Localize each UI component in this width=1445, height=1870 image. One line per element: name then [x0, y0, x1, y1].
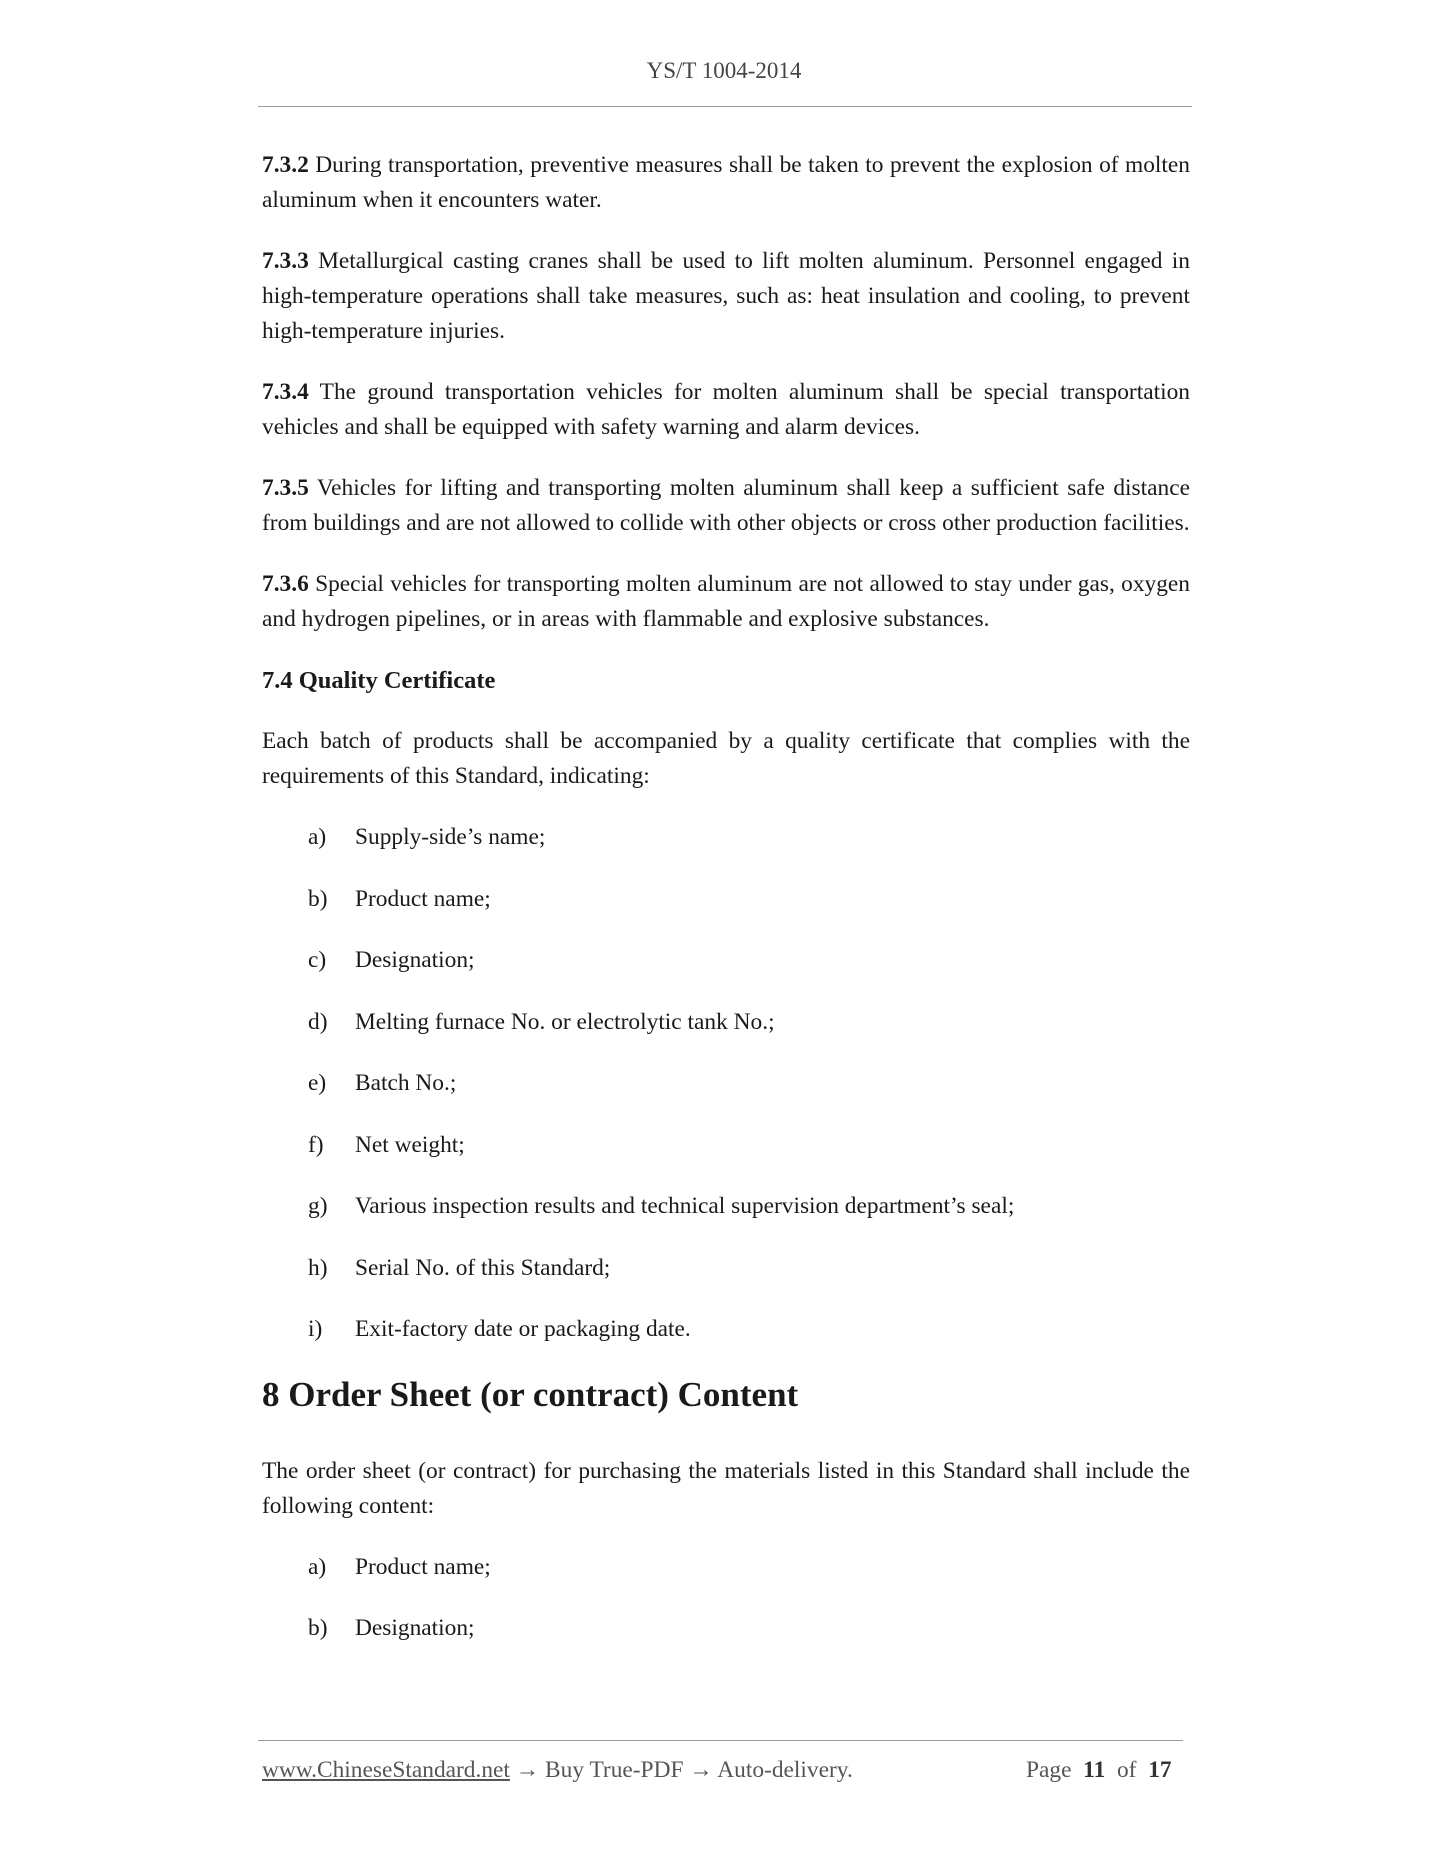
list-item — [262, 1066, 1190, 1101]
clause-text: During transportation, preventive measures shall be taken to prevent the explosion of molten aluminum when it encounters water. — [262, 152, 1190, 213]
list-item-text: Serial No. of this Standard; — [355, 1254, 611, 1281]
list-marker: a) — [308, 1553, 327, 1580]
site-link[interactable]: www.ChineseStandard.net — [262, 1757, 510, 1783]
list-marker: i) — [308, 1316, 323, 1342]
clause-text: The ground transportation vehicles for molten aluminum shall be special transportation vehicles and shall be equipped with safety warning and alarm devices. — [262, 379, 1190, 440]
list-item — [262, 1611, 1190, 1646]
clause-7-3-5 — [262, 471, 1190, 541]
clause-text: Special vehicles for transporting molten aluminum are not allowed to stay under gas, oxygen and hydrogen pipelines, or in areas with flammable and explosive substances. — [262, 571, 1190, 632]
clause-number: 7.3.2 — [262, 152, 309, 178]
list-item — [262, 1005, 1190, 1040]
list-item-text: Product name; — [355, 1553, 491, 1580]
promo-text: → Buy True-PDF → Auto-delivery. — [509, 1757, 853, 1783]
footer-promo — [262, 1757, 853, 1784]
page-label: Page — [1026, 1757, 1072, 1783]
list-item-text: Designation; — [355, 1615, 475, 1641]
footer-divider — [258, 1740, 1183, 1741]
list-item — [262, 882, 1190, 917]
document-body — [262, 148, 1190, 1673]
clause-7-3-4 — [262, 375, 1190, 445]
list-marker: a) — [308, 824, 327, 850]
order-content-list — [262, 1550, 1190, 1647]
list-item — [262, 820, 1190, 855]
list-marker: d) — [308, 1008, 328, 1035]
quality-certificate-list — [262, 820, 1190, 1347]
list-marker: e) — [308, 1070, 327, 1096]
list-marker: f) — [308, 1131, 324, 1158]
chapter-heading-order-sheet: 8 Order Sheet (or contract) Content — [262, 1374, 799, 1414]
list-item — [262, 1251, 1190, 1286]
header-divider — [258, 106, 1192, 107]
section-heading-quality-certificate: 7.4 Quality Certificate — [262, 667, 496, 694]
list-item-text: Supply-side’s name; — [355, 824, 546, 850]
clause-number: 7.3.6 — [262, 571, 309, 597]
clause-7-3-6 — [262, 567, 1190, 637]
clause-text: Metallurgical casting cranes shall be used to lift molten aluminum. Personnel engaged in high-temperature operations shall take measures, such as: heat insulation and cooling, to prevent high-temperature injuries. — [262, 248, 1190, 344]
clause-number: 7.3.5 — [262, 475, 309, 501]
list-marker: h) — [308, 1254, 328, 1281]
list-item — [262, 1189, 1190, 1224]
list-item-text: Net weight; — [355, 1131, 465, 1158]
list-item-text: Batch No.; — [355, 1070, 457, 1096]
list-marker: b) — [308, 1615, 328, 1641]
list-marker: b) — [308, 885, 328, 912]
running-header: YS/T 1004-2014 — [646, 58, 802, 83]
list-item-text: Exit-factory date or packaging date. — [355, 1316, 691, 1342]
page-number — [1026, 1757, 1172, 1784]
total-pages: 17 — [1148, 1757, 1172, 1783]
list-item — [262, 1312, 1190, 1347]
list-item-text: Product name; — [355, 885, 491, 912]
list-marker: g) — [308, 1193, 328, 1219]
list-item-text: Designation; — [355, 947, 475, 973]
clause-number: 7.3.4 — [262, 379, 309, 405]
list-marker: c) — [308, 947, 327, 973]
list-item — [262, 943, 1190, 978]
list-item — [262, 1128, 1190, 1163]
list-item-text: Melting furnace No. or electrolytic tank No.; — [355, 1008, 775, 1035]
clause-7-3-2 — [262, 148, 1190, 218]
quality-intro: Each batch of products shall be accompanied by a quality certificate that complies with the requirements of this Standard, indicating: — [262, 728, 1190, 789]
clause-number: 7.3.3 — [262, 248, 309, 274]
clause-text: Vehicles for lifting and transporting molten aluminum shall keep a sufficient safe distance from buildings and are not allowed to collide with other objects or cross other production facilities. — [262, 475, 1190, 536]
order-intro: The order sheet (or contract) for purchasing the materials listed in this Standard shall include the following content: — [262, 1457, 1190, 1519]
list-item — [262, 1550, 1190, 1585]
current-page: 11 — [1083, 1757, 1106, 1783]
clause-7-3-3 — [262, 244, 1190, 349]
page-of-label: of — [1116, 1757, 1137, 1783]
list-item-text: Various inspection results and technical supervision department’s seal; — [355, 1193, 1015, 1219]
